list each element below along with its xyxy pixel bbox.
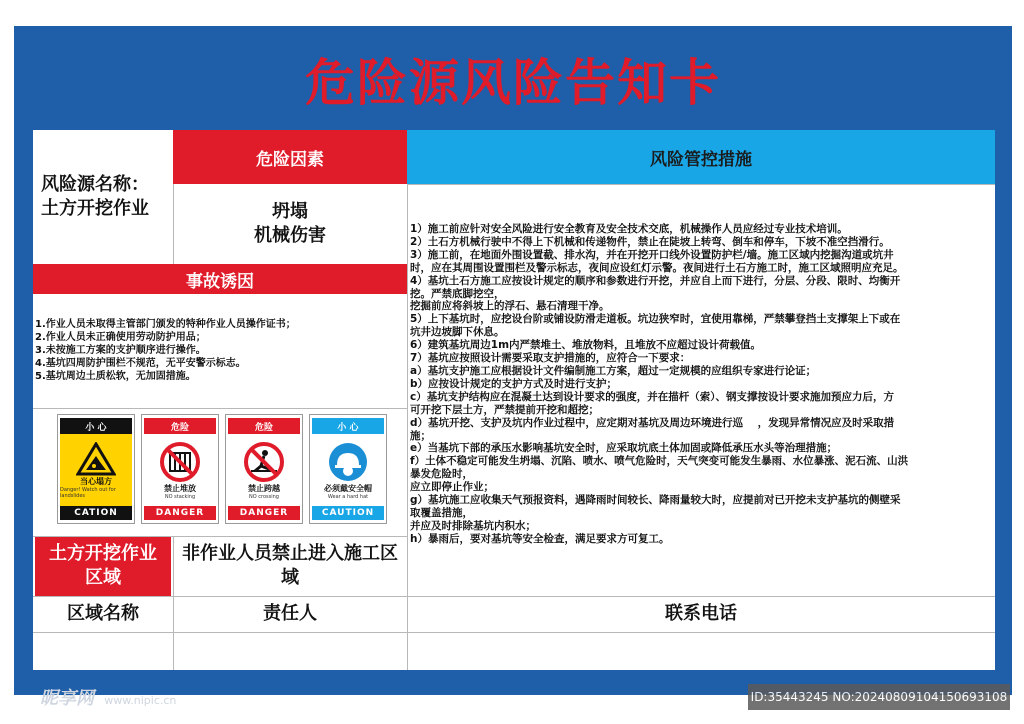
measure-line: d）基坑开挖、支护及坑内作业过程中，应定期对基坑及周边环境进行巡 ，发现异常情况应及时采取措 (410, 416, 895, 429)
watermark-id: ID:35443245 NO:20240809104150693108 (748, 684, 1010, 710)
hazard-factors-header: 危险因素 (173, 130, 407, 184)
area-name-header: 区域名称 (67, 603, 139, 624)
contact-phone-header: 联系电话 (665, 603, 737, 624)
sign-landslide (57, 414, 135, 524)
measure-line: 4）基坑土石方施工应按设计规定的顺序和参数进行开挖，并应自上而下进行，分层、分段、限时、均衡开 (410, 274, 901, 287)
hazard-item: 坍塌 (272, 201, 308, 222)
landslide-icon (76, 442, 116, 476)
measure-line: 5）上下基坑时，应挖设台阶或铺设防滑走道板。坑边狭窄时，宜使用靠梯，严禁攀登挡土支撑架上下或在 (410, 313, 901, 326)
risk-source-name: 土方开挖作业 (41, 198, 149, 219)
card-panel (33, 130, 995, 670)
sign-bottom-label: CAUTION (312, 506, 384, 520)
divider (33, 596, 995, 597)
sign-caption: 必须戴安全帽 (324, 483, 372, 493)
measure-line: 1）施工前应针对安全风险进行安全教育及安全技术交底，机械操作人员应经过专业技术培训。 (410, 223, 848, 235)
sign-caption: 当心塌方 (80, 476, 112, 486)
sign-bottom-label: DANGER (144, 506, 216, 520)
divider (407, 184, 408, 670)
measure-line: 6）建筑基坑周边1m内严禁堆土、堆放物料，且堆放不应超过设计荷载值。 (410, 339, 762, 352)
accident-cause-item: 2.作业人员未正确使用劳动防护用品； (35, 332, 206, 343)
sign-caption-en: Danger! Watch out for landslides (60, 486, 116, 499)
sign-no-stacking (141, 414, 219, 524)
measure-line: 应立即停止作业； (410, 481, 494, 494)
measure-line: b）应按设计规定的支护方式及时进行支护； (410, 377, 618, 390)
watermark-site-name: 昵享网 (40, 688, 94, 709)
sign-caption-en: NO stacking (164, 493, 196, 500)
no-crossing-icon (243, 441, 285, 483)
measure-line: f）土体不稳定可能发生坍塌、沉陷、喷水、喷气危险时，天气突变可能发生暴雨、水位暴涨、泥石流、山洪 (410, 455, 909, 468)
measure-line: 可开挖下层土方，严禁提前开挖和超挖； (410, 403, 599, 416)
divider (173, 536, 174, 670)
hazard-item: 机械伤害 (254, 225, 326, 246)
hazard-factors-cell (173, 184, 407, 264)
divider (33, 408, 407, 409)
divider (407, 184, 995, 185)
measure-line: 暴发危险时， (410, 468, 473, 481)
measure-line: 坑井边坡脚下休息。 (410, 326, 505, 339)
measure-line: 施； (410, 429, 431, 442)
watermark-url: www.nipic.cn (104, 694, 177, 707)
responsible-person-header: 责任人 (263, 603, 317, 624)
measure-line: e）当基坑下部的承压水影响基坑安全时，应采取坑底土体加固或降低承压水头等治理措施； (410, 442, 838, 455)
control-measures-header: 风险管控措施 (407, 130, 995, 184)
sign-top-label: 危险 (144, 418, 216, 434)
divider (33, 536, 407, 537)
watermark-site (40, 684, 176, 710)
risk-source-cell (33, 130, 173, 264)
card-title: 危险源风险告知卡 (305, 54, 721, 112)
sign-top-label: 小 心 (60, 418, 132, 434)
sign-hard-hat (309, 414, 387, 524)
measure-line: g）基坑施工应收集天气预报资料，遇降雨时间较长、降雨量较大时，应提前对已开挖未支护基坑的侧壁采 (410, 494, 901, 507)
accident-cause-item: 3.未按施工方案的支护顺序进行操作。 (35, 345, 206, 356)
measure-line: 挖。严禁底脚挖空， (410, 287, 505, 300)
measure-line: 时，应在其周围设置围栏及警示标志，夜间应设红灯示警。夜间进行土石方施工时，施工区域照明应充足。 (410, 261, 904, 274)
divider (33, 632, 995, 633)
sign-bottom-label: CATION (60, 506, 132, 520)
control-measures-list (410, 223, 992, 546)
accident-causes-list (35, 318, 405, 383)
work-area-label: 土方开挖作业区域 (35, 536, 171, 596)
sign-no-crossing (225, 414, 303, 524)
measure-line: 取覆盖措施， (410, 506, 473, 519)
risk-source-label: 风险源名称： (41, 174, 149, 195)
divider (173, 184, 174, 264)
accident-cause-item: 1.作业人员未取得主管部门颁发的特种作业人员操作证书； (35, 319, 296, 330)
sign-caption-en: NO crossing (249, 493, 279, 500)
sign-top-label: 危险 (228, 418, 300, 434)
measure-line: a）基坑支护施工应根据设计文件编制施工方案，超过一定规模的应组织专家进行论证； (410, 364, 817, 377)
measure-line: 3）施工前，在地面外围设置截、排水沟，并在开挖开口线外设置防护栏/墙。施工区域内挖掘沟道或坑井 (410, 248, 894, 261)
accident-causes-header: 事故诱因 (33, 264, 407, 294)
measure-line: 并应及时排除基坑内积水； (410, 519, 536, 532)
sign-caption: 禁止跨越 (248, 483, 280, 493)
accident-cause-item: 5.基坑周边土质松软，无加固措施。 (35, 371, 196, 382)
sign-caption: 禁止堆放 (164, 483, 196, 493)
measure-line: h）暴雨后，要对基坑等安全检查，满足要求方可复工。 (410, 532, 670, 545)
no-stacking-icon (159, 441, 201, 483)
accident-cause-item: 4.基坑四周防护围栏不规范，无平安警示标志。 (35, 358, 246, 369)
measure-line: c）基坑支护结构应在混凝土达到设计要求的强度，并在描杆（索）、钢支撑按设计要求施加预应力后，方 (410, 390, 894, 403)
hard-hat-icon (327, 441, 369, 483)
measure-line: 7）基坑应按照设计需要采取支护措施的，应符合一下要求： (410, 352, 691, 365)
sign-top-label: 小 心 (312, 418, 384, 434)
sign-bottom-label: DANGER (228, 506, 300, 520)
measure-line: 2）土石方机械行驶中不得上下机械和传递物件，禁止在陡坡上转弯、倒车和停车，下坡不准空挡滑行。 (410, 235, 890, 248)
sign-caption-en: Wear a hard hat (327, 493, 369, 500)
measure-line: 挖掘前应将斜坡上的浮石、悬石清理干净。 (410, 300, 610, 313)
work-area-notice: 非作业人员禁止进入施工区域 (182, 543, 398, 588)
